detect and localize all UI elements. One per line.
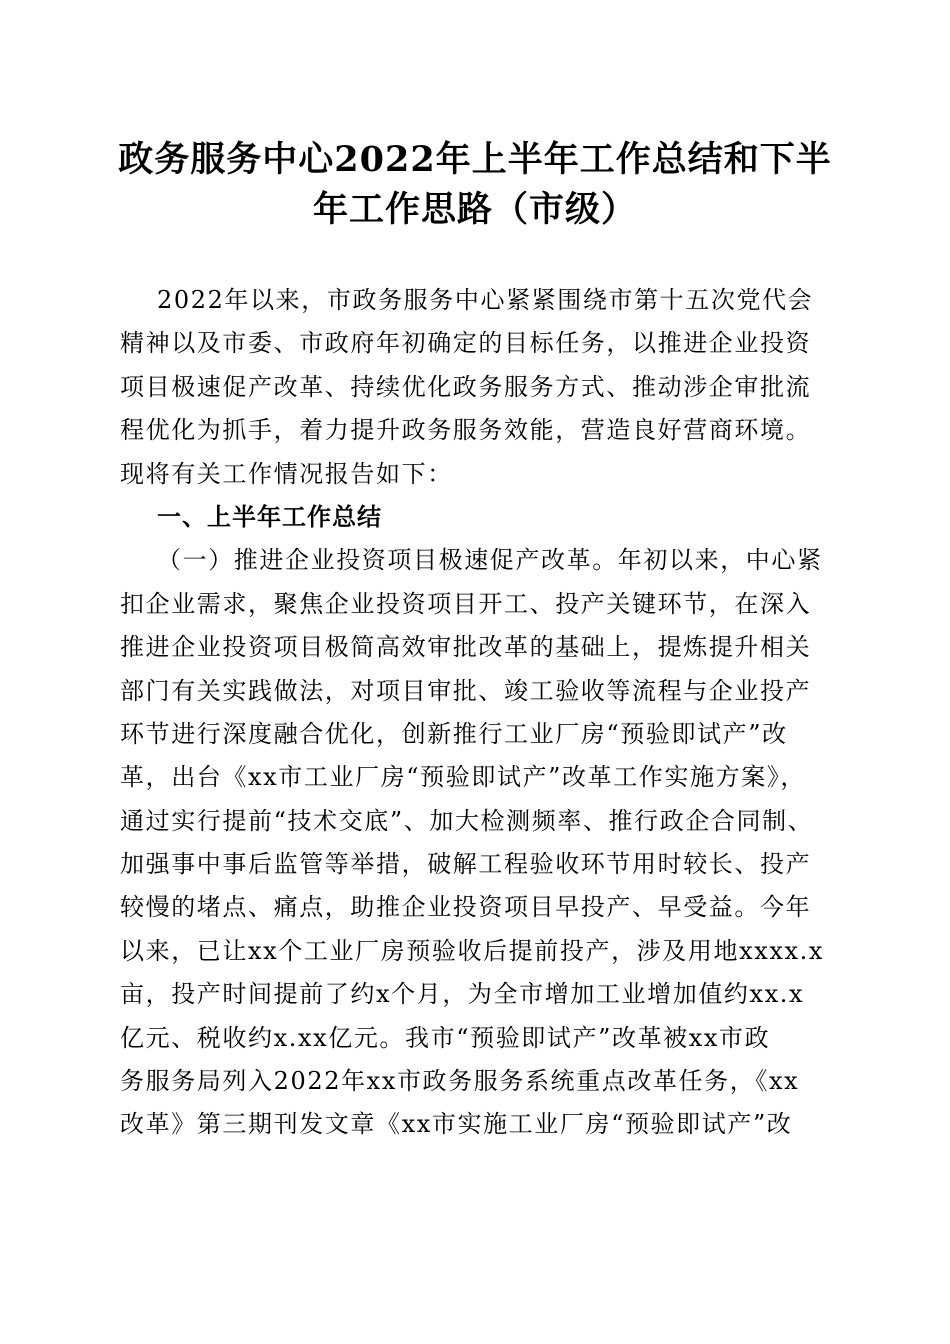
paragraph-line: 以来，已让xx个工业厂房预验收后提前投产，涉及用地xxxx.x (120, 936, 824, 965)
paragraph-line: 部门有关实践做法，对项目审批、竣工验收等流程与企业投产 (120, 676, 812, 705)
title-line-1: 政务服务中心2022年上半年工作总结和下半 (118, 139, 832, 180)
title-line-2: 年工作思路（市级） (312, 189, 637, 230)
paragraph-line: 加强事中事后监管等举措，破解工程验收环节用时较长、投产 (120, 850, 812, 879)
paragraph-line: 务服务局列入2022年xx市政务服务系统重点改革任务，《xx (120, 1067, 800, 1096)
intro-line: 程优化为抓手，着力提升政务服务效能，营造良好营商环境。 (120, 416, 812, 445)
paragraph-line: 较慢的堵点、痛点，助推企业投资项目早投产、早受益。今年 (120, 893, 812, 922)
paragraph-line: 扣企业需求，聚焦企业投资项目开工、投产关键环节，在深入 (120, 589, 812, 618)
paragraph-line: 革，出台《xx市工业厂房“预验即试产”改革工作实施方案》， (120, 763, 807, 792)
paragraph-line: 通过实行提前“技术交底”、加大检测频率、推行政企合同制、 (120, 806, 814, 835)
paragraph-line: 环节进行深度融合优化，创新推行工业厂房“预验即试产”改 (120, 719, 788, 748)
paragraph-line: 改革》第三期刊发文章《xx市实施工业厂房“预验即试产”改 (120, 1110, 793, 1139)
intro-line: 2022年以来，市政务服务中心紧紧围绕市第十五次党代会 (157, 286, 814, 314)
document-body (120, 279, 840, 1147)
paragraph-line: 亿元、税收约x.xx亿元。我市“预验即试产”改革被xx市政 (120, 1023, 771, 1052)
paragraph-line: （一）推进企业投资项目极速促产改革。年初以来，中心紧 (157, 546, 823, 575)
section-heading: 一、上半年工作总结 (157, 502, 382, 531)
intro-line: 现将有关工作情况报告如下： (120, 459, 453, 488)
document-title (110, 135, 840, 235)
intro-line: 精神以及市委、市政府年初确定的目标任务，以推进企业投资 (120, 329, 812, 358)
intro-line: 项目极速促产改革、持续优化政务服务方式、推动涉企审批流 (120, 372, 812, 401)
paragraph-line: 推进企业投资项目极简高效审批改革的基础上，提炼提升相关 (120, 633, 812, 662)
paragraph-line: 亩，投产时间提前了约x个月，为全市增加工业增加值约xx.x (120, 980, 805, 1009)
